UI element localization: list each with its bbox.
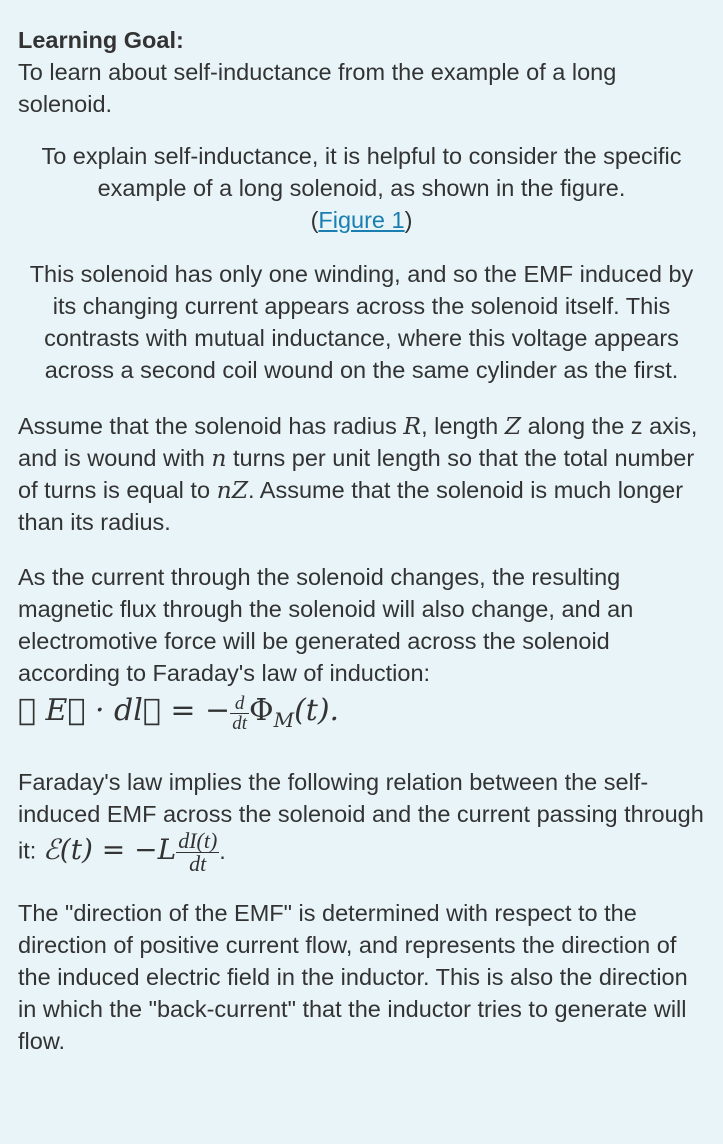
- relation-paragraph: [18, 766, 705, 875]
- learning-goal-text: To learn about self-inductance from the example of a long solenoid.: [18, 59, 617, 117]
- time-derivative-fraction: [230, 694, 249, 733]
- flux-subscript: M: [273, 708, 295, 732]
- assume-text-5: . Assume that the solenoid is much longer than its radius.: [18, 477, 684, 535]
- faraday-paragraph: As the current through the solenoid changes, the resulting magnetic flux through the solenoid will also change, and an electromotive force will be generated across the solenoid according to Faraday's law of induction:: [18, 564, 634, 686]
- radius-symbol: R: [403, 412, 422, 440]
- current-derivative-fraction: [176, 830, 219, 875]
- direction-paragraph: The "direction of the EMF" is determined with respect to the direction of positive current flow, and represents the direction of the induced electric field in the inductor. This is also the direction in which the "back-current" that the inductor tries to generate will flow.: [18, 900, 688, 1054]
- emf-equation-lhs: ℰ(t) = −L: [42, 832, 177, 866]
- intro-text: To explain self-inductance, it is helpful to consider the specific example of a long solenoid, as shown in the figure.: [41, 143, 682, 201]
- figure-link[interactable]: Figure 1: [318, 207, 405, 233]
- learning-goal-title: Learning Goal:: [18, 27, 184, 53]
- assumption-paragraph: [18, 410, 705, 538]
- assume-text-2: , length: [421, 413, 505, 439]
- turns-symbol: n: [211, 444, 227, 472]
- current-derivative-numerator: dI(t): [178, 828, 218, 853]
- relation-text: Faraday's law implies the following relation between the self-induced EMF across the solenoid and the current passing through it:: [18, 769, 704, 864]
- derivative-numerator: d: [234, 692, 245, 714]
- length-symbol: Z: [504, 412, 522, 440]
- flux-symbol: Φ: [248, 693, 274, 728]
- winding-paragraph: This solenoid has only one winding, and so the EMF induced by its changing current appears across the solenoid itself. This contrasts with mutual inductance, where this voltage appears across a second coil wound on the same cylinder as the first.: [29, 261, 694, 383]
- assume-text-4: turns per unit length so that the total number of turns is equal to: [18, 445, 695, 503]
- derivative-denominator: dt: [232, 712, 247, 734]
- current-derivative-denominator: dt: [176, 852, 219, 875]
- faraday-tail: (t).: [294, 693, 340, 728]
- total-turns-symbol: nZ: [216, 476, 249, 504]
- assume-text-1: Assume that the solenoid has radius: [18, 413, 404, 439]
- faraday-law-equation: [18, 691, 705, 740]
- assume-text-3: along the z axis, and is wound with: [18, 413, 698, 471]
- intro-paragraph: To explain self-inductance, it is helpful to consider the specific example of a long solenoid, as shown in the figure. (Figure 1): [41, 143, 682, 233]
- emf-equation-end: .: [219, 837, 226, 864]
- faraday-lhs: ∮ E⃗ · dl⃗ = −: [18, 693, 231, 728]
